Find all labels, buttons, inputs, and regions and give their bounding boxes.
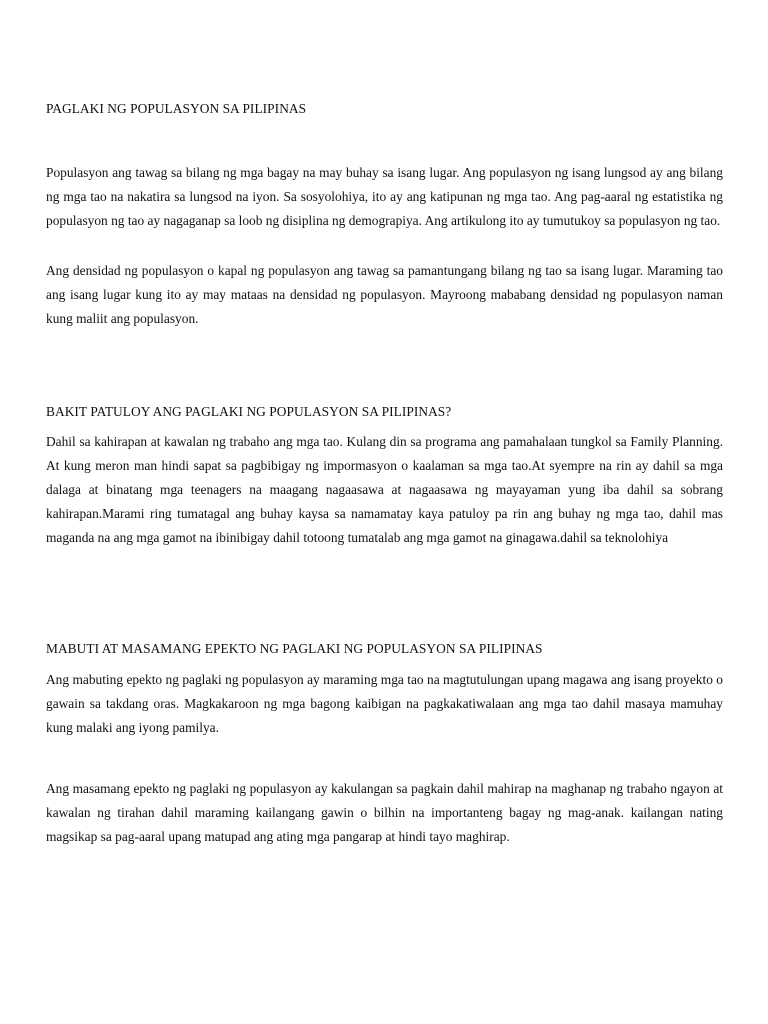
paragraph-populasyon-definition: Populasyon ang tawag sa bilang ng mga bagay na may buhay sa isang lugar. Ang populasyon ng isang lungsod ay ang bilang ng mga tao na nakatira sa lungsod na iyon. Sa sosyolohiya, ito ay ang katipunan ng mga tao. Ang pag-aaral ng estatistika ng populasyon ng tao ay nagaganap sa loob ng disiplina ng demograpiya. Ang artikulong ito ay tumutukoy sa populasyon ng tao. bbox=[46, 165, 723, 228]
section-heading-paglaki: PAGLAKI NG POPULASYON SA PILIPINAS bbox=[46, 101, 307, 116]
paragraph-mabuting-epekto: Ang mabuting epekto ng paglaki ng populasyon ay maraming mga tao na magtutulungan upang magawa ang isang proyekto o gawain sa takdang oras. Magkakaroon ng mga bagong kaibigan na pagkakatiwalaan ang mga tao dahil masaya mamuhay kung malaki ang iyong pamilya. bbox=[46, 672, 723, 735]
paragraph-densidad: Ang densidad ng populasyon o kapal ng populasyon ang tawag sa pamantungang bilang ng tao sa isang lugar. Maraming tao ang isang lugar kung ito ay may mataas na densidad ng populasyon. Mayroong mababang densidad ng populasyon naman kung maliit ang populasyon. bbox=[46, 263, 723, 326]
section-heading-bakit: BAKIT PATULOY ANG PAGLAKI NG POPULASYON SA PILIPINAS? bbox=[46, 404, 452, 419]
paragraph-bakit-reasons: Dahil sa kahirapan at kawalan ng trabaho ang mga tao. Kulang din sa programa ang pamahalaan tungkol sa Family Planning. At kung meron man hindi sapat sa pagbibigay ng impormasyon o kaalaman sa mga tao.At syempre na rin ay dahil sa mga dalaga at binatang mga teenagers na maagang nagaasawa at nagaasawa ng mayayaman yung iba dahil sa sobrang kahirapan.Marami ring tumatagal ang buhay kaysa sa namamatay kaya patuloy pa rin ang buhay ng mga tao, dahil mas maganda na ang mga gamot na ibinibigay dahil totoong tumatalab ang mga gamot na ginagawa.dahil sa teknolohiya bbox=[46, 434, 723, 545]
section-heading-epekto: MABUTI AT MASAMANG EPEKTO NG PAGLAKI NG POPULASYON SA PILIPINAS bbox=[46, 641, 543, 656]
paragraph-masamang-epekto: Ang masamang epekto ng paglaki ng populasyon ay kakulangan sa pagkain dahil mahirap na maghanap ng trabaho ngayon at kawalan ng tirahan dahil maraming kailangang gawin o bilhin na importanteng bagay ng mag-anak. kailangan nating magsikap sa pag-aaral upang matupad ang ating mga pangarap at hindi tayo maghirap. bbox=[46, 781, 723, 844]
